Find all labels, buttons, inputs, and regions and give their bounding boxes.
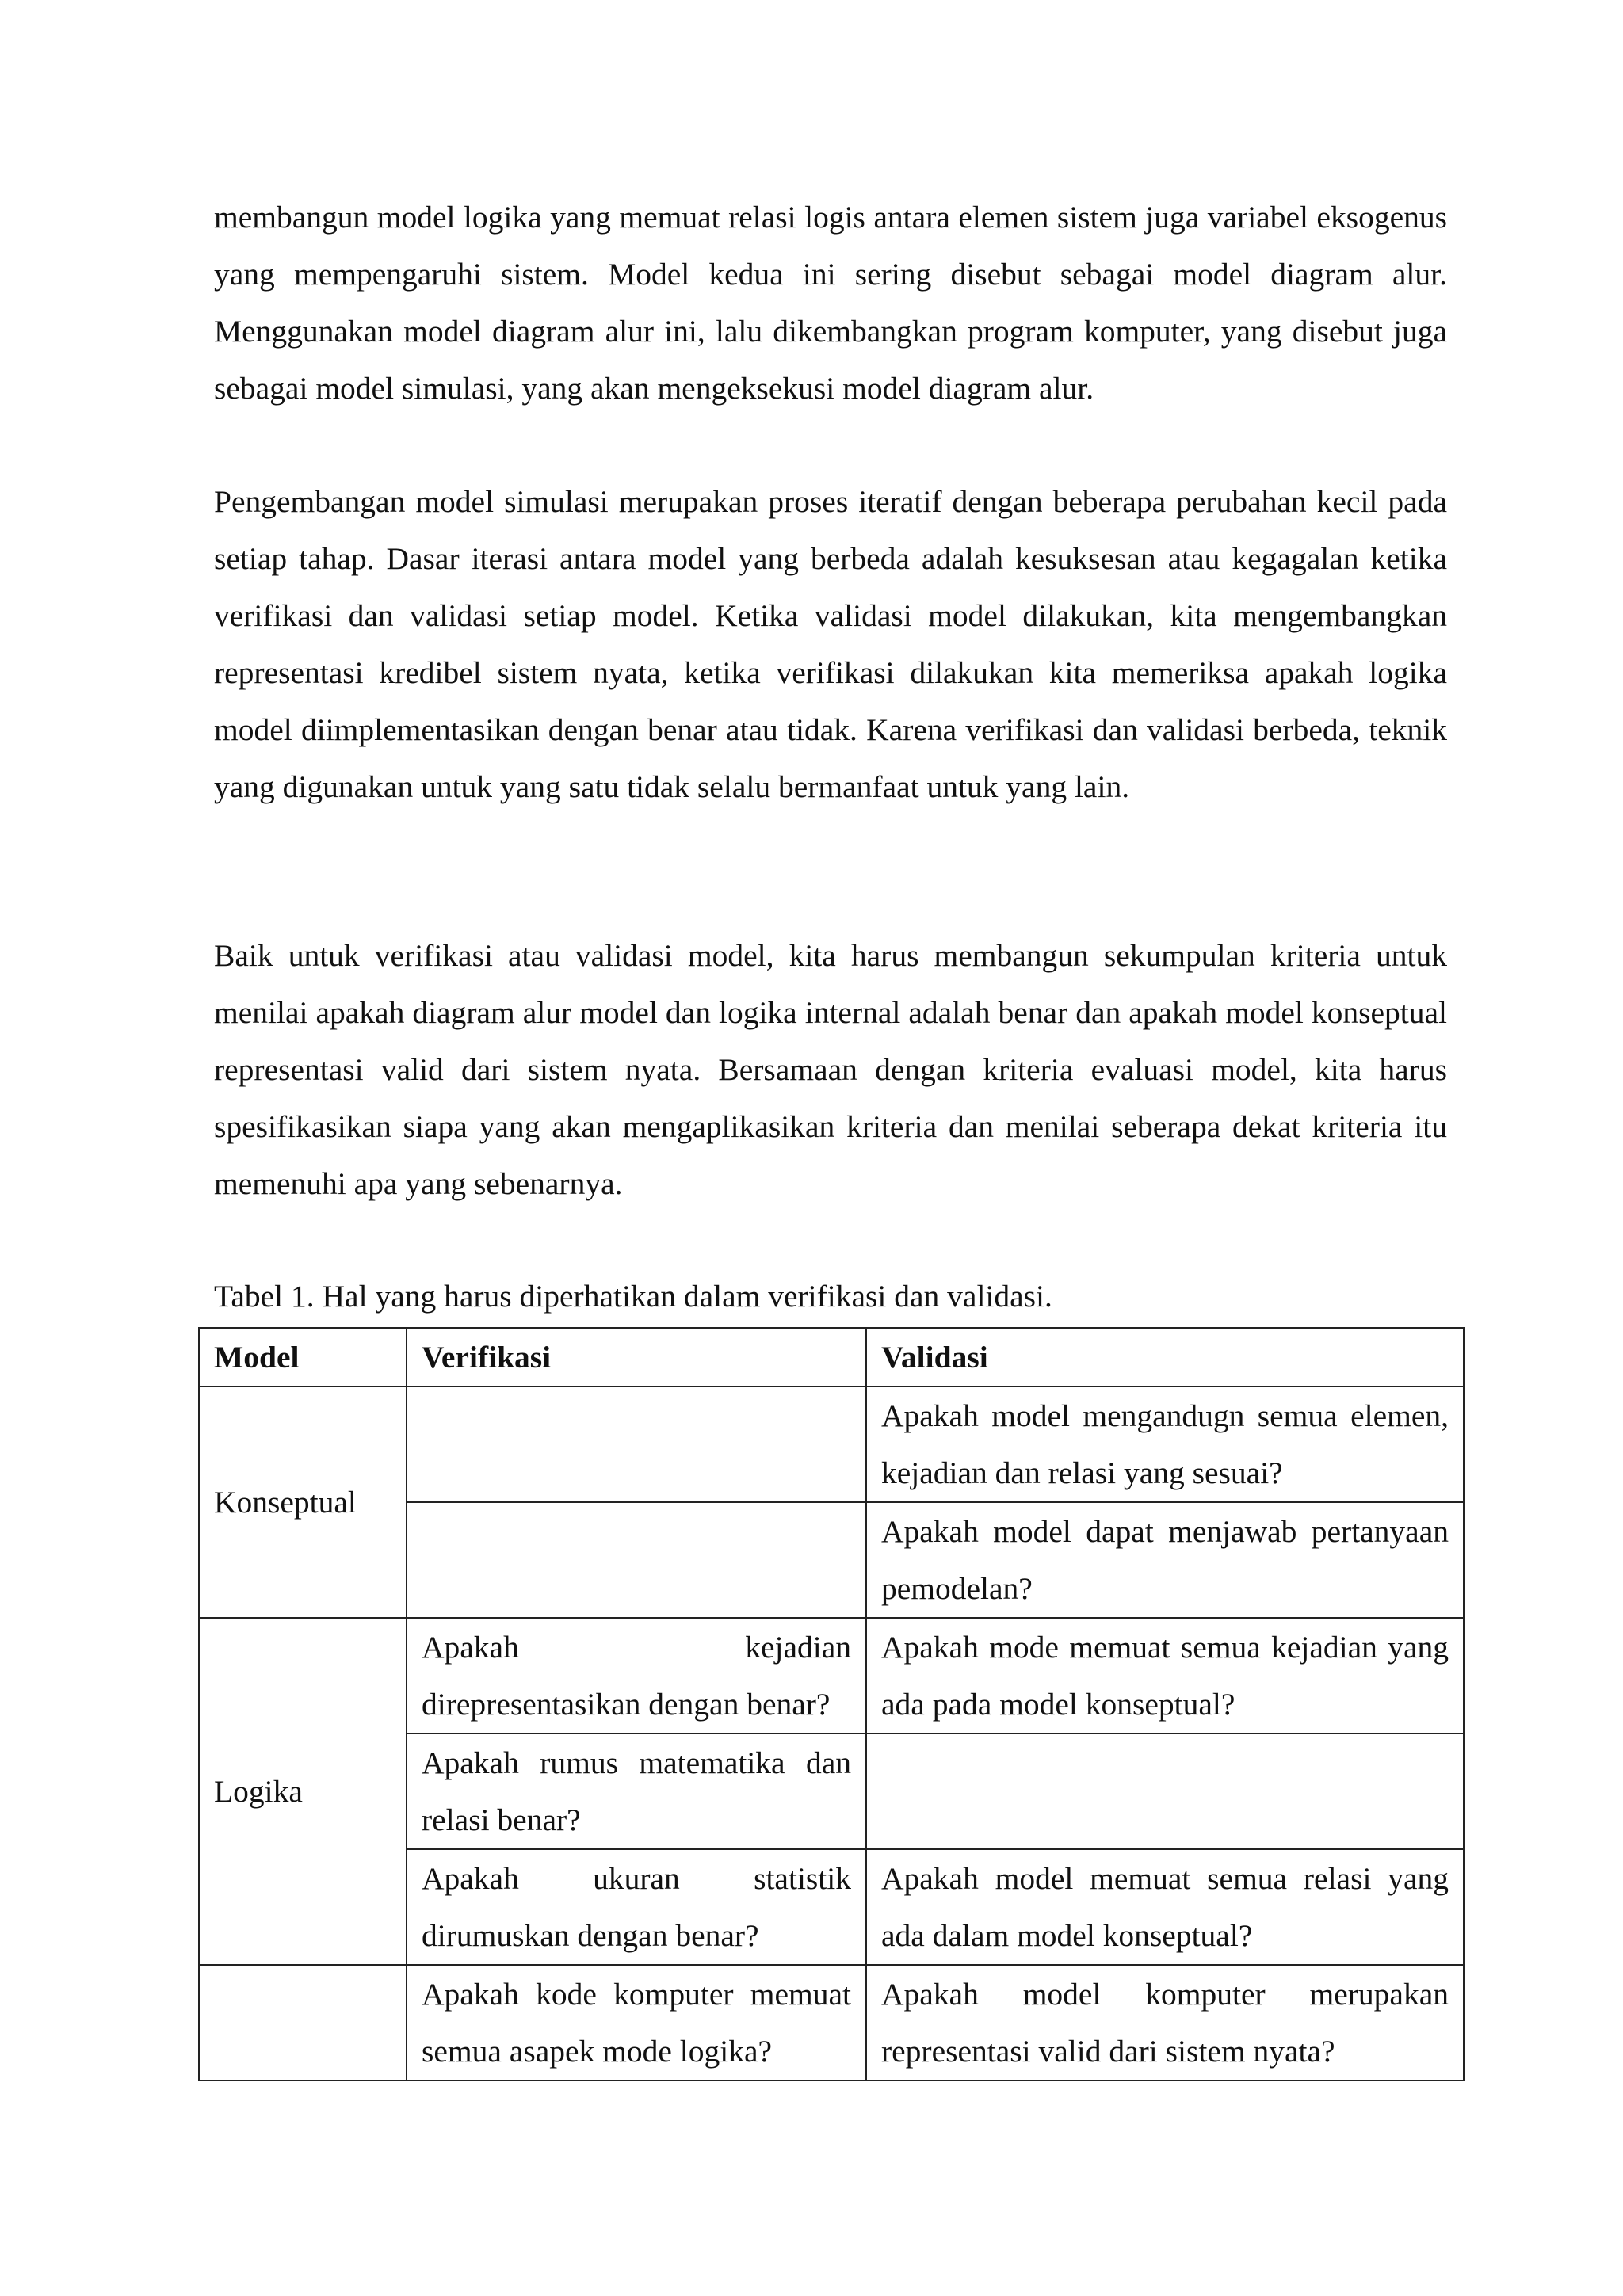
validasi-cell: Apakah model mengandugn semua elemen, kejadian dan relasi yang sesuai? [866,1386,1464,1502]
table-row [199,1386,1464,1502]
validasi-cell: Apakah model dapat menjawab pertanyaan pemodelan? [866,1502,1464,1618]
verifikasi-cell [407,1502,866,1618]
paragraph-1: membangun model logika yang memuat relasi logis antara elemen sistem juga variabel eksogenus yang mempengaruhi sistem. Model kedua ini sering disebut sebagai model diagram alur. Menggunakan model diagram alur ini, lalu dikembangkan program komputer, yang disebut juga sebagai model simulasi, yang akan mengeksekusi model diagram alur. [214,200,1447,406]
verifikasi-cell: Apakah rumus matematika dan relasi benar? [407,1733,866,1849]
table-row [199,1618,1464,1733]
paragraph-3: Baik untuk verifikasi atau validasi model, kita harus membangun sekumpulan kriteria untuk menilai apakah diagram alur model dan logika internal adalah benar dan apakah model konseptual representasi valid dari sistem nyata. Bersamaan dengan kriteria evaluasi model, kita harus spesifikasikan siapa yang akan mengaplikasikan kriteria dan menilai seberapa dekat kriteria itu memenuhi apa yang sebenarnya. [214,938,1447,1201]
validasi-cell: Apakah model memuat semua relasi yang ada dalam model konseptual? [866,1849,1464,1965]
table-row [199,1965,1464,2081]
header-verifikasi: Verifikasi [407,1328,866,1386]
verifikasi-cell: Apakah ukuran statistik dirumuskan dengan benar? [407,1849,866,1965]
verification-validation-table [198,1327,1465,2081]
verifikasi-cell: Apakah kode komputer memuat semua asapek mode logika? [407,1965,866,2081]
verifikasi-cell [407,1386,866,1502]
header-model: Model [199,1328,407,1386]
paragraph-2: Pengembangan model simulasi merupakan proses iteratif dengan beberapa perubahan kecil pada setiap tahap. Dasar iterasi antara model yang berbeda adalah kesuksesan atau kegagalan ketika verifikasi dan validasi setiap model. Ketika validasi model dilakukan, kita mengembangkan representasi kredibel sistem nyata, ketika verifikasi dilakukan kita memeriksa apakah logika model diimplementasikan dengan benar atau tidak. Karena verifikasi dan validasi berbeda, teknik yang digunakan untuk yang satu tidak selalu bermanfaat untuk yang lain. [214,484,1447,804]
table-header-row [199,1328,1464,1386]
validasi-cell: Apakah model komputer merupakan representasi valid dari sistem nyata? [866,1965,1464,2081]
model-cell: Logika [199,1618,407,1965]
verifikasi-cell: Apakah kejadian direpresentasikan dengan benar? [407,1618,866,1733]
validasi-cell [866,1733,1464,1849]
model-cell [199,1965,407,2081]
table-caption: Tabel 1. Hal yang harus diperhatikan dalam verifikasi dan validasi. [214,1279,1052,1314]
header-validasi: Validasi [866,1328,1464,1386]
validasi-cell: Apakah mode memuat semua kejadian yang ada pada model konseptual? [866,1618,1464,1733]
model-cell: Konseptual [199,1386,407,1618]
